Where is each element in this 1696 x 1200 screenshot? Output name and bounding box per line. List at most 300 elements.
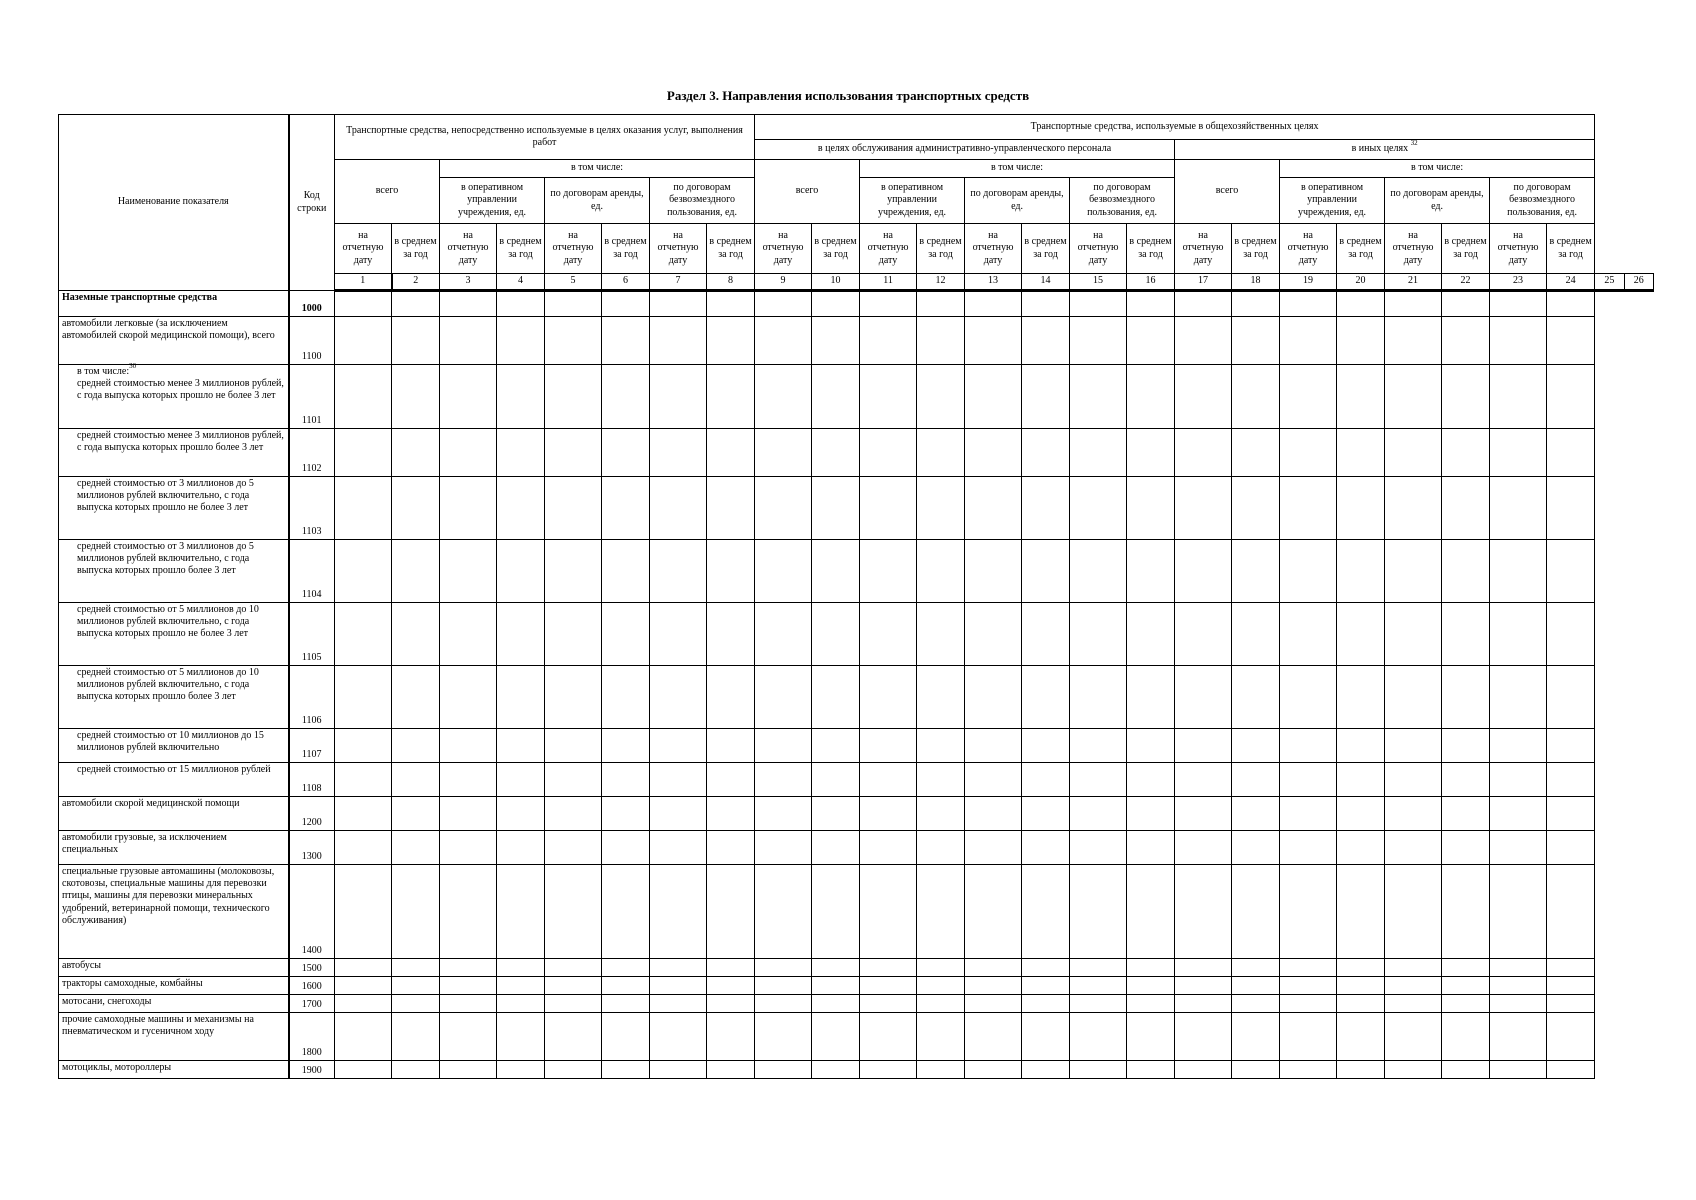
row-name — [59, 831, 289, 865]
column-number: 15 — [1070, 274, 1127, 291]
data-cell — [755, 797, 812, 831]
header-household-group: Транспортные средства, используемые в общехозяйственных целях — [755, 115, 1595, 140]
data-cell — [1175, 797, 1232, 831]
header-direct-group: Транспортные средства, непосредственно используемые в целях оказания услуг, выполнения работ — [335, 115, 755, 160]
row-name — [59, 540, 289, 603]
data-cell — [1070, 365, 1127, 429]
row-label: автобусы — [62, 960, 102, 971]
row-label: прочие самоходные машины и механизмы на пневматическом и гусеничном ходу — [62, 1014, 254, 1038]
data-cell — [812, 666, 860, 729]
data-cell — [335, 540, 392, 603]
row-name — [59, 317, 289, 365]
data-cell — [1280, 603, 1337, 666]
data-cell — [707, 1061, 755, 1079]
data-cell — [965, 763, 1022, 797]
data-cell — [1385, 977, 1442, 995]
header-lease: по договорам аренды, ед. — [545, 178, 650, 224]
data-cell — [392, 666, 440, 729]
data-cell — [1175, 1061, 1232, 1079]
data-cell — [545, 831, 602, 865]
data-cell — [1175, 729, 1232, 763]
data-cell — [1490, 977, 1547, 995]
data-cell — [1232, 429, 1280, 477]
data-cell — [545, 429, 602, 477]
data-cell — [1070, 540, 1127, 603]
data-cell — [965, 477, 1022, 540]
data-cell — [1022, 1061, 1070, 1079]
data-cell — [497, 831, 545, 865]
data-cell — [1175, 831, 1232, 865]
column-number: 8 — [707, 274, 755, 291]
row-code: 1102 — [289, 429, 335, 477]
data-cell — [650, 831, 707, 865]
data-cell — [1175, 977, 1232, 995]
data-cell — [860, 959, 917, 977]
data-cell — [335, 797, 392, 831]
data-cell — [335, 1013, 392, 1061]
data-cell — [1070, 865, 1127, 959]
data-cell — [1070, 995, 1127, 1013]
data-cell — [707, 666, 755, 729]
data-cell — [1070, 977, 1127, 995]
header-on-date: на отчетную дату — [1070, 224, 1127, 274]
data-cell — [1490, 865, 1547, 959]
data-cell — [1385, 959, 1442, 977]
header-total: всего — [1175, 160, 1280, 224]
data-cell — [755, 666, 812, 729]
data-cell — [1127, 1013, 1175, 1061]
data-cell — [707, 291, 755, 317]
column-number: 21 — [1385, 274, 1442, 291]
data-cell — [1280, 995, 1337, 1013]
data-cell — [440, 763, 497, 797]
data-cell — [1280, 729, 1337, 763]
data-cell — [392, 365, 440, 429]
data-cell — [1490, 666, 1547, 729]
header-on-date: на отчетную дату — [440, 224, 497, 274]
data-cell — [650, 1013, 707, 1061]
data-cell — [812, 763, 860, 797]
data-cell — [497, 477, 545, 540]
data-cell — [335, 365, 392, 429]
data-cell — [1547, 763, 1595, 797]
data-cell — [497, 603, 545, 666]
data-cell — [545, 959, 602, 977]
header-gratuitous: по договорам безвозмездного пользования, ед. — [1070, 178, 1175, 224]
column-number: 23 — [1490, 274, 1547, 291]
data-cell — [1337, 317, 1385, 365]
data-cell — [392, 291, 440, 317]
data-cell — [602, 865, 650, 959]
data-cell — [707, 603, 755, 666]
data-cell — [1232, 477, 1280, 540]
data-cell — [440, 477, 497, 540]
column-number: 6 — [602, 274, 650, 291]
data-cell — [1022, 797, 1070, 831]
data-cell — [965, 865, 1022, 959]
row-label: мотосани, снегоходы — [62, 996, 152, 1007]
data-cell — [707, 429, 755, 477]
column-number: 22 — [1442, 274, 1490, 291]
data-cell — [650, 291, 707, 317]
row-label: Наземные транспортные средства — [62, 292, 218, 303]
data-cell — [1385, 865, 1442, 959]
data-cell — [602, 317, 650, 365]
column-number: 10 — [812, 274, 860, 291]
data-cell — [1070, 603, 1127, 666]
column-number: 26 — [1624, 274, 1653, 291]
data-cell — [860, 865, 917, 959]
column-number: 7 — [650, 274, 707, 291]
data-cell — [440, 1061, 497, 1079]
data-cell — [497, 797, 545, 831]
data-cell — [1547, 317, 1595, 365]
data-cell — [917, 291, 965, 317]
data-cell — [812, 831, 860, 865]
column-number: 5 — [545, 274, 602, 291]
data-cell — [497, 977, 545, 995]
data-cell — [1490, 763, 1547, 797]
data-cell — [965, 603, 1022, 666]
data-cell — [755, 540, 812, 603]
data-cell — [812, 865, 860, 959]
data-cell — [440, 865, 497, 959]
data-cell — [1337, 603, 1385, 666]
data-cell — [1127, 1061, 1175, 1079]
data-cell — [860, 1013, 917, 1061]
data-cell — [440, 995, 497, 1013]
data-cell — [440, 317, 497, 365]
data-cell — [965, 977, 1022, 995]
data-cell — [1490, 540, 1547, 603]
data-cell — [1127, 995, 1175, 1013]
data-cell — [1337, 865, 1385, 959]
header-avg-year: в среднем за год — [602, 224, 650, 274]
data-cell — [755, 831, 812, 865]
data-cell — [602, 977, 650, 995]
data-cell — [335, 666, 392, 729]
data-cell — [602, 959, 650, 977]
data-cell — [1280, 429, 1337, 477]
data-cell — [1022, 540, 1070, 603]
row-name — [59, 1013, 289, 1061]
data-cell — [755, 977, 812, 995]
data-cell — [1022, 477, 1070, 540]
data-cell — [1280, 317, 1337, 365]
data-cell — [917, 729, 965, 763]
row-code: 1103 — [289, 477, 335, 540]
data-cell — [335, 763, 392, 797]
data-cell — [1022, 763, 1070, 797]
data-cell — [1127, 865, 1175, 959]
row-code: 1900 — [289, 1061, 335, 1079]
data-cell — [965, 666, 1022, 729]
data-cell — [392, 540, 440, 603]
row-label: тракторы самоходные, комбайны — [62, 978, 203, 989]
data-cell — [917, 429, 965, 477]
data-cell — [1547, 477, 1595, 540]
data-cell — [1385, 540, 1442, 603]
data-cell — [1385, 763, 1442, 797]
data-cell — [707, 995, 755, 1013]
row-code: 1000 — [289, 291, 335, 317]
data-cell — [1490, 603, 1547, 666]
data-cell — [1280, 540, 1337, 603]
data-cell — [1127, 365, 1175, 429]
data-cell — [917, 763, 965, 797]
data-cell — [1442, 865, 1490, 959]
data-cell — [917, 995, 965, 1013]
data-cell — [335, 317, 392, 365]
column-number: 14 — [1022, 274, 1070, 291]
data-cell — [1385, 1013, 1442, 1061]
data-cell — [1490, 365, 1547, 429]
data-cell — [1070, 763, 1127, 797]
data-cell — [812, 429, 860, 477]
data-cell — [392, 959, 440, 977]
data-cell — [392, 317, 440, 365]
data-cell — [1232, 959, 1280, 977]
data-cell — [965, 1061, 1022, 1079]
data-cell — [440, 603, 497, 666]
data-cell — [755, 1013, 812, 1061]
column-number: 12 — [917, 274, 965, 291]
data-cell — [1127, 429, 1175, 477]
data-cell — [392, 865, 440, 959]
data-cell — [545, 865, 602, 959]
column-number: 25 — [1595, 274, 1624, 291]
table-row — [59, 666, 1654, 729]
data-cell — [650, 977, 707, 995]
data-cell — [1232, 831, 1280, 865]
data-cell — [812, 1061, 860, 1079]
data-cell — [1175, 995, 1232, 1013]
column-number: 3 — [440, 274, 497, 291]
data-cell — [860, 797, 917, 831]
data-cell — [812, 959, 860, 977]
data-cell — [1280, 477, 1337, 540]
data-cell — [1547, 429, 1595, 477]
row-label: автомобили легковые (за исключением автомобилей скорой медицинской помощи), всего — [62, 318, 275, 342]
data-cell — [1337, 763, 1385, 797]
data-cell — [1490, 477, 1547, 540]
table-row — [59, 865, 1654, 959]
data-cell — [1337, 666, 1385, 729]
data-cell — [1175, 365, 1232, 429]
row-code: 1100 — [289, 317, 335, 365]
data-cell — [917, 603, 965, 666]
header-on-date: на отчетную дату — [860, 224, 917, 274]
data-cell — [497, 1061, 545, 1079]
row-code: 1101 — [289, 365, 335, 429]
data-cell — [1175, 429, 1232, 477]
column-number: 16 — [1127, 274, 1175, 291]
table-row — [59, 763, 1654, 797]
table-row — [59, 797, 1654, 831]
data-cell — [812, 995, 860, 1013]
data-cell — [917, 365, 965, 429]
header-avg-year: в среднем за год — [392, 224, 440, 274]
data-cell — [1337, 291, 1385, 317]
table-row — [59, 729, 1654, 763]
data-cell — [1547, 977, 1595, 995]
data-cell — [812, 540, 860, 603]
data-cell — [1490, 995, 1547, 1013]
data-cell — [1442, 603, 1490, 666]
data-cell — [812, 797, 860, 831]
data-cell — [812, 603, 860, 666]
data-cell — [1127, 831, 1175, 865]
data-cell — [1547, 729, 1595, 763]
data-cell — [650, 540, 707, 603]
data-cell — [1547, 797, 1595, 831]
row-label: средней стоимостью менее 3 миллионов рублей, с года выпуска которых прошло не более 3 лет — [77, 378, 284, 402]
data-cell — [1385, 797, 1442, 831]
data-cell — [1022, 603, 1070, 666]
header-code-column: Код строки — [289, 115, 335, 291]
data-cell — [812, 477, 860, 540]
row-name — [59, 995, 289, 1013]
data-cell — [1442, 797, 1490, 831]
data-cell — [392, 477, 440, 540]
table-row — [59, 317, 1654, 365]
data-cell — [335, 865, 392, 959]
data-cell — [755, 429, 812, 477]
data-cell — [650, 666, 707, 729]
header-avg-year: в среднем за год — [1232, 224, 1280, 274]
data-cell — [602, 729, 650, 763]
data-cell — [965, 1013, 1022, 1061]
data-cell — [1280, 365, 1337, 429]
data-cell — [812, 729, 860, 763]
table-row — [59, 977, 1654, 995]
data-cell — [1022, 666, 1070, 729]
row-label: автомобили скорой медицинской помощи — [62, 798, 240, 809]
header-operative: в оперативном управлении учреждения, ед. — [860, 178, 965, 224]
data-cell — [650, 365, 707, 429]
data-cell — [497, 666, 545, 729]
data-cell — [965, 317, 1022, 365]
data-cell — [917, 959, 965, 977]
data-cell — [1070, 831, 1127, 865]
data-cell — [755, 317, 812, 365]
data-cell — [707, 797, 755, 831]
row-label: специальные грузовые автомашины (молоковозы, скотовозы, специальные машины для перевозки птицы, машины для перевозки минеральных удобрений, ветеринарной помощи, технического обслуживания) — [62, 866, 275, 926]
data-cell — [545, 540, 602, 603]
row-label: средней стоимостью от 3 миллионов до 5 миллионов рублей включительно, с года выпуска которых прошло не более 3 лет — [77, 478, 254, 514]
data-cell — [602, 1013, 650, 1061]
data-cell — [1442, 959, 1490, 977]
data-cell — [965, 995, 1022, 1013]
data-cell — [1175, 1013, 1232, 1061]
data-cell — [497, 1013, 545, 1061]
data-cell — [1337, 831, 1385, 865]
data-cell — [335, 831, 392, 865]
data-cell — [1337, 977, 1385, 995]
data-cell — [1280, 1061, 1337, 1079]
table-row — [59, 540, 1654, 603]
row-code: 1500 — [289, 959, 335, 977]
data-cell — [1337, 365, 1385, 429]
data-cell — [812, 365, 860, 429]
header-on-date: на отчетную дату — [650, 224, 707, 274]
data-cell — [1442, 831, 1490, 865]
data-cell — [545, 729, 602, 763]
header-on-date: на отчетную дату — [1175, 224, 1232, 274]
data-cell — [545, 797, 602, 831]
data-cell — [497, 540, 545, 603]
header-on-date: на отчетную дату — [1385, 224, 1442, 274]
footnote-mark: 30 — [129, 362, 137, 370]
data-cell — [1070, 729, 1127, 763]
data-cell — [1547, 291, 1595, 317]
data-cell — [1547, 365, 1595, 429]
data-cell — [497, 959, 545, 977]
data-cell — [755, 603, 812, 666]
footnote-mark: 32 — [1410, 139, 1418, 148]
data-cell — [602, 831, 650, 865]
data-cell — [650, 959, 707, 977]
data-cell — [1547, 831, 1595, 865]
data-cell — [1127, 959, 1175, 977]
data-cell — [1337, 995, 1385, 1013]
data-cell — [392, 603, 440, 666]
data-cell — [392, 1061, 440, 1079]
data-cell — [917, 317, 965, 365]
data-cell — [335, 603, 392, 666]
data-cell — [1022, 729, 1070, 763]
header-on-date: на отчетную дату — [335, 224, 392, 274]
row-name — [59, 959, 289, 977]
header-on-date: на отчетную дату — [755, 224, 812, 274]
data-cell — [497, 429, 545, 477]
data-cell — [707, 365, 755, 429]
data-cell — [1127, 977, 1175, 995]
column-number: 11 — [860, 274, 917, 291]
data-cell — [650, 317, 707, 365]
data-cell — [650, 477, 707, 540]
data-cell — [860, 365, 917, 429]
data-cell — [335, 1061, 392, 1079]
data-cell — [1442, 763, 1490, 797]
data-cell — [1280, 797, 1337, 831]
data-cell — [1442, 1013, 1490, 1061]
data-cell — [965, 831, 1022, 865]
data-cell — [497, 291, 545, 317]
data-cell — [497, 365, 545, 429]
data-cell — [392, 797, 440, 831]
data-cell — [1232, 1061, 1280, 1079]
data-cell — [860, 603, 917, 666]
data-cell — [1070, 797, 1127, 831]
data-cell — [1385, 477, 1442, 540]
data-cell — [335, 729, 392, 763]
data-cell — [1442, 729, 1490, 763]
table-row — [59, 477, 1654, 540]
column-number: 2 — [392, 274, 440, 291]
data-cell — [917, 865, 965, 959]
data-cell — [1280, 666, 1337, 729]
table-row — [59, 365, 1654, 429]
data-cell — [1337, 540, 1385, 603]
data-cell — [1127, 763, 1175, 797]
data-cell — [1232, 763, 1280, 797]
data-cell — [755, 729, 812, 763]
data-cell — [755, 763, 812, 797]
data-cell — [860, 477, 917, 540]
data-cell — [707, 763, 755, 797]
data-cell — [860, 317, 917, 365]
